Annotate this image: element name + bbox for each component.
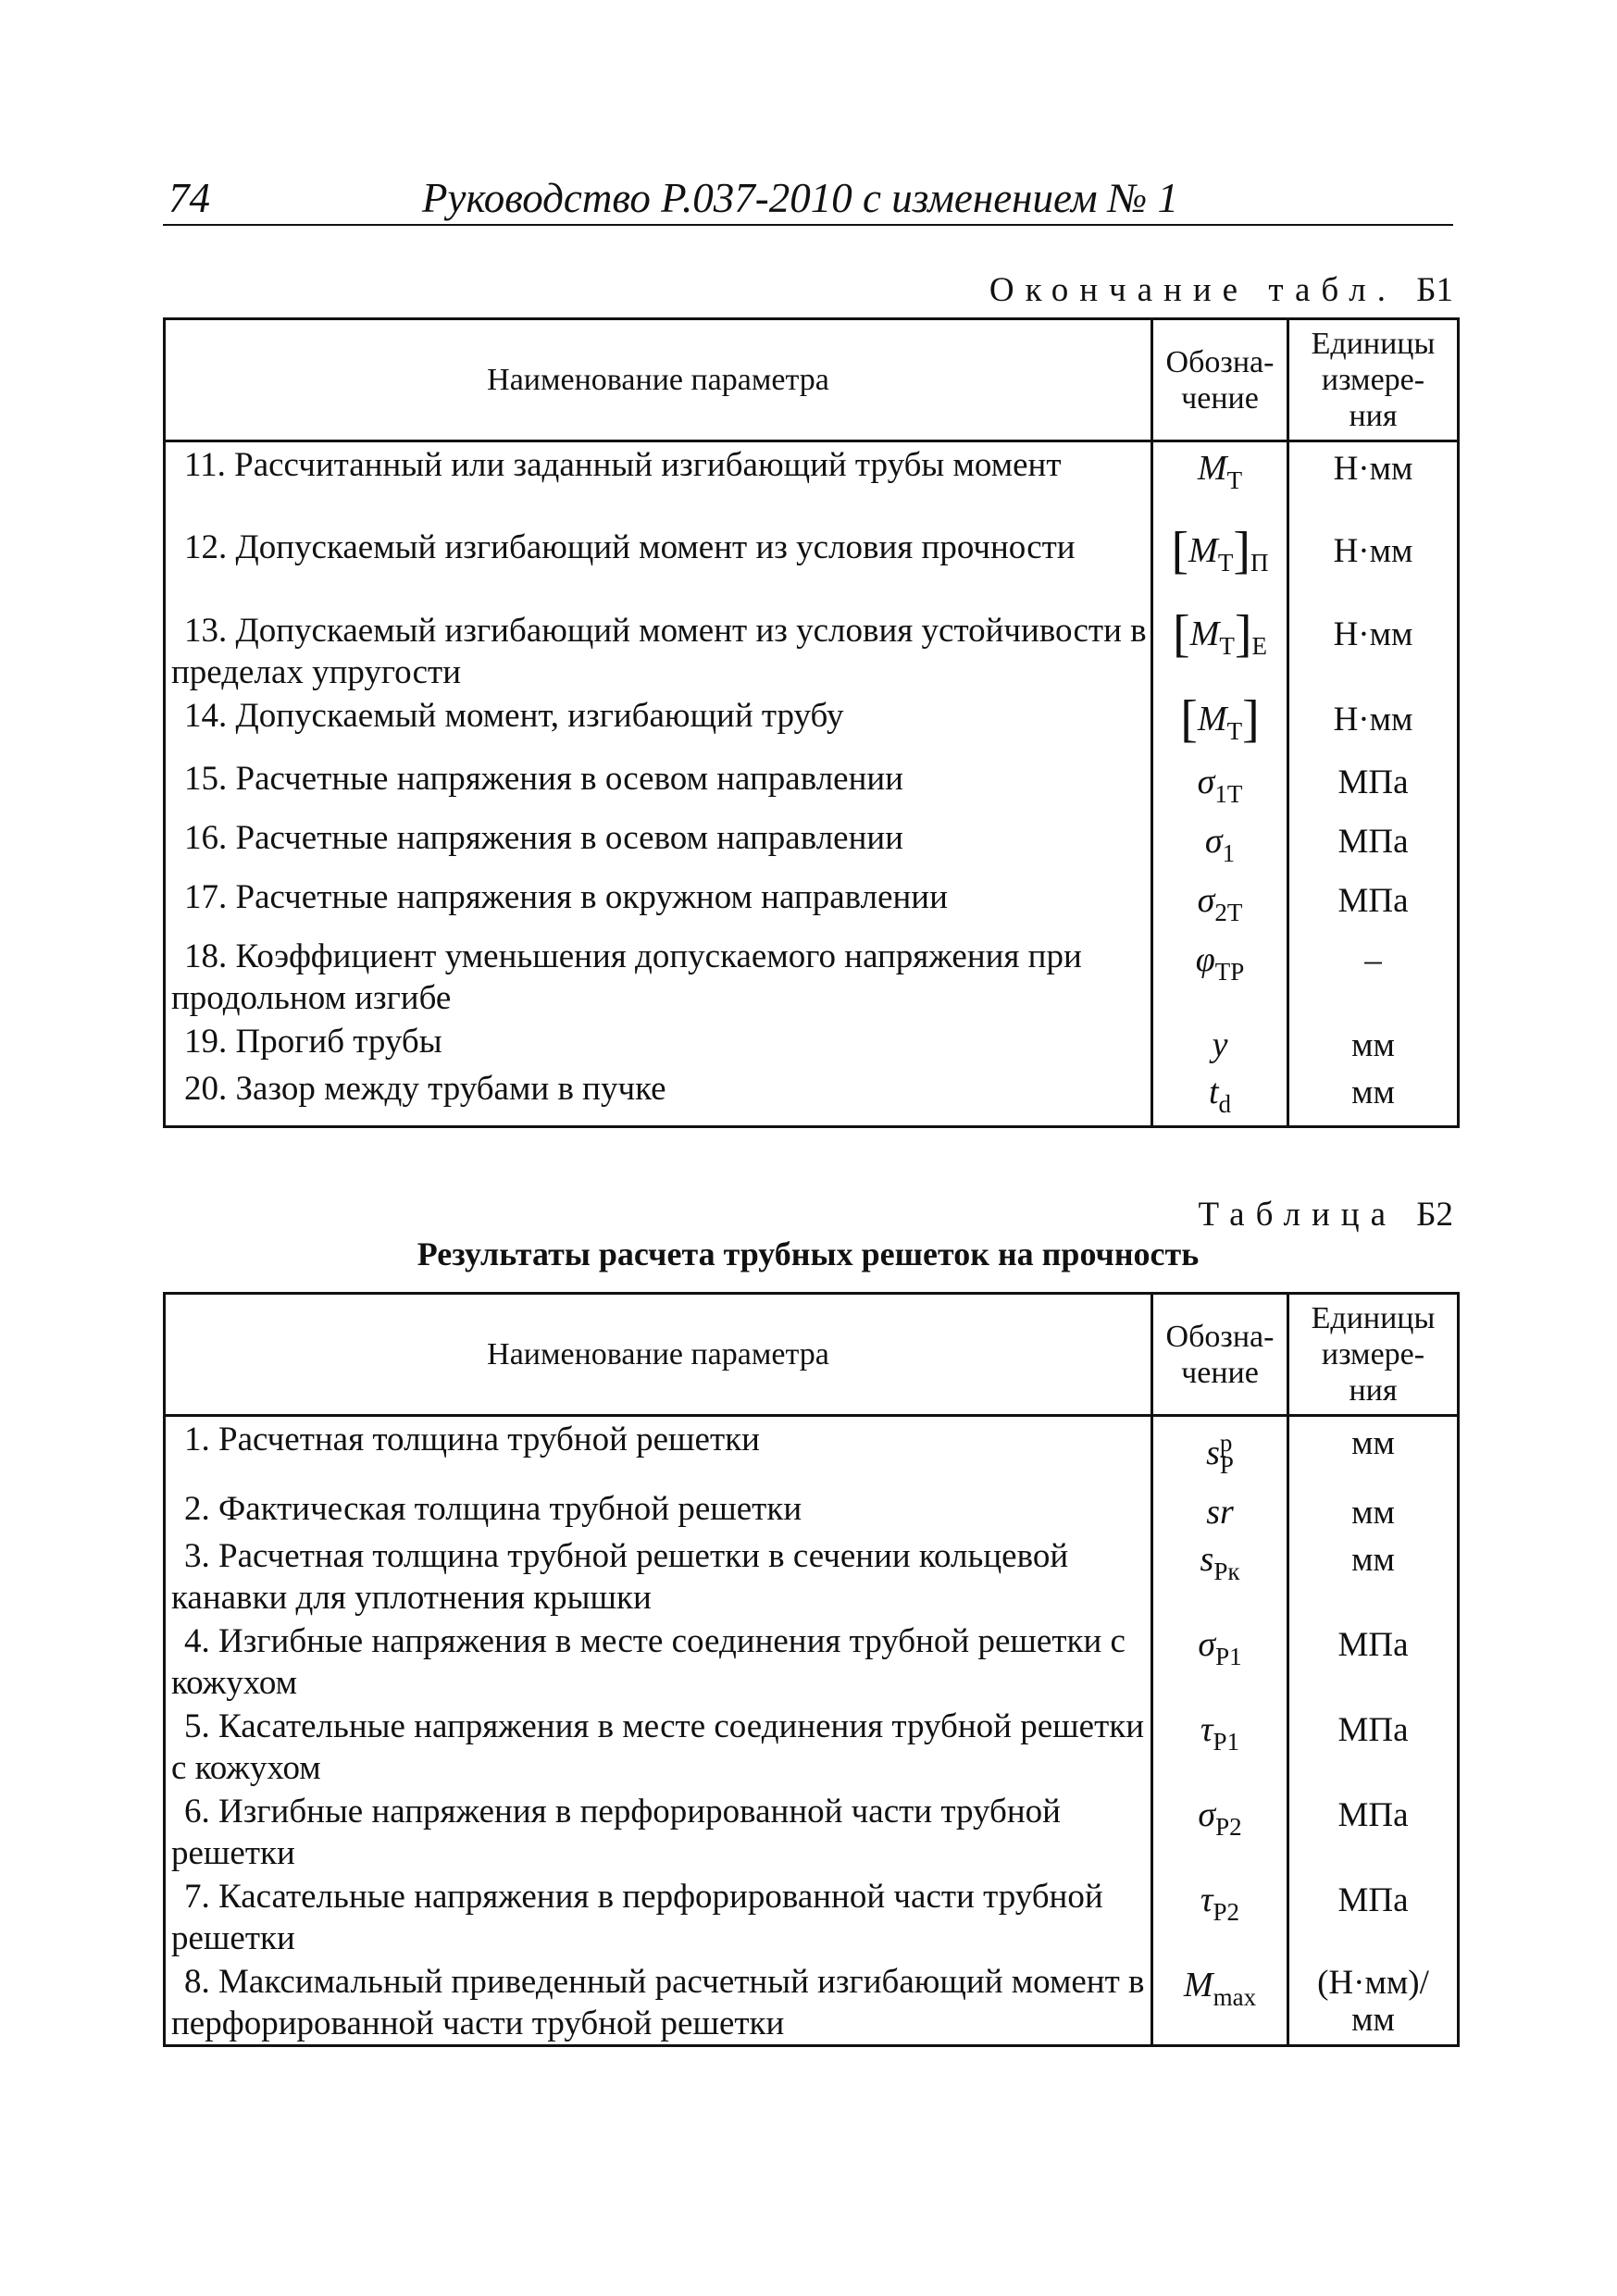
param-unit: МПа bbox=[1288, 1789, 1459, 1874]
symbol-letter: M bbox=[1188, 530, 1218, 570]
param-name: 13. Допускаемый изгибающий момент из условия устойчивости в пределах упругости bbox=[165, 608, 1152, 693]
param-name: 16. Расчетные напряжения в осевом направлении bbox=[165, 815, 1152, 875]
param-name: 5. Касательные напряжения в месте соединения трубной решетки с кожухом bbox=[165, 1704, 1152, 1789]
symbol-letter: φ bbox=[1195, 939, 1215, 979]
table-b2-title: Результаты расчета трубных решеток на прочность bbox=[417, 1235, 1200, 1272]
table-b2-caption-label: Таблица bbox=[1198, 1196, 1397, 1234]
symbol-letter: M bbox=[1197, 699, 1227, 738]
param-symbol bbox=[1152, 1066, 1288, 1127]
param-symbol bbox=[1152, 1789, 1288, 1874]
param-symbol bbox=[1152, 689, 1288, 756]
symbol-subscript: d bbox=[1218, 1089, 1232, 1118]
param-symbol bbox=[1152, 521, 1288, 608]
param-symbol bbox=[1152, 1533, 1288, 1619]
param-unit: Н·мм bbox=[1288, 693, 1459, 756]
bracket-subscript: П bbox=[1250, 548, 1269, 577]
table-b2-caption bbox=[1199, 1195, 1454, 1235]
param-name: 2. Фактическая толщина трубной решетки bbox=[165, 1486, 1152, 1533]
column-header-symbol-text: Обозна- чение bbox=[1165, 1319, 1275, 1390]
page-number: 74 bbox=[168, 175, 210, 221]
table-row bbox=[165, 1704, 1459, 1789]
table-b1-caption-label: Окончание табл. bbox=[989, 271, 1397, 309]
param-name: 7. Касательные напряжения в перфорированной части трубной решетки bbox=[165, 1874, 1152, 1959]
column-header-unit-text: Единицы измере- ния bbox=[1311, 1301, 1436, 1408]
symbol-letter: s bbox=[1206, 1433, 1220, 1472]
symbol-letter: σ bbox=[1198, 1625, 1216, 1664]
param-name: 15. Расчетные напряжения в осевом направлении bbox=[165, 756, 1152, 815]
table-row bbox=[165, 1486, 1459, 1533]
param-name: 8. Максимальный приведенный расчетный изгибающий момент в перфорированной части трубной решетки bbox=[165, 1959, 1152, 2046]
symbol-subscript: ТР bbox=[1214, 957, 1245, 986]
param-unit: МПа bbox=[1288, 756, 1459, 815]
param-unit: МПа bbox=[1288, 815, 1459, 875]
column-header-name: Наименование параметра bbox=[165, 319, 1152, 441]
open-bracket: [ bbox=[1180, 689, 1198, 748]
param-symbol bbox=[1152, 1704, 1288, 1789]
symbol-letter: M bbox=[1183, 1966, 1213, 2004]
symbol-letter: s bbox=[1200, 1540, 1214, 1579]
table-b2-header-row bbox=[165, 1294, 1459, 1416]
table-row bbox=[165, 441, 1459, 525]
param-unit: Н·мм bbox=[1288, 441, 1459, 525]
param-unit: Н·мм bbox=[1288, 608, 1459, 693]
symbol-subscript: Т bbox=[1226, 466, 1243, 494]
table-b1-caption bbox=[989, 270, 1453, 310]
param-name: 17. Расчетные напряжения в окружном направлении bbox=[165, 875, 1152, 934]
table-row bbox=[165, 756, 1459, 815]
bracket-subscript: Е bbox=[1251, 631, 1267, 660]
symbol-letter: t bbox=[1208, 1072, 1219, 1111]
param-unit: Н·мм bbox=[1288, 525, 1459, 608]
param-unit: мм bbox=[1288, 1066, 1459, 1127]
param-unit: МПа bbox=[1288, 1619, 1459, 1704]
param-symbol bbox=[1152, 441, 1288, 525]
param-symbol bbox=[1152, 1874, 1288, 1959]
table-row bbox=[165, 693, 1459, 756]
param-name: 20. Зазор между трубами в пучке bbox=[165, 1066, 1152, 1127]
param-symbol bbox=[1152, 1959, 1288, 2046]
param-unit: мм bbox=[1288, 1416, 1459, 1487]
param-symbol bbox=[1152, 604, 1288, 693]
close-bracket: ] bbox=[1234, 604, 1252, 663]
table-row bbox=[165, 1019, 1459, 1066]
symbol-subscript: Р2 bbox=[1213, 1898, 1240, 1926]
param-symbol bbox=[1152, 1019, 1288, 1066]
param-unit: мм bbox=[1288, 1486, 1459, 1533]
running-title: Руководство Р.037-2010 с изменением № 1 bbox=[422, 175, 1179, 221]
table-row bbox=[165, 1959, 1459, 2046]
symbol-letter: y bbox=[1212, 1024, 1228, 1064]
symbol-subscript: Рк bbox=[1213, 1558, 1240, 1585]
table-b2 bbox=[163, 1292, 1460, 2047]
column-header-symbol bbox=[1152, 319, 1288, 441]
param-unit: мм bbox=[1288, 1019, 1459, 1066]
symbol-letter: σ bbox=[1204, 821, 1223, 861]
open-bracket: [ bbox=[1171, 521, 1189, 579]
table-row bbox=[165, 1874, 1459, 1959]
symbol-letter: σ bbox=[1198, 1795, 1216, 1834]
param-name: 1. Расчетная толщина трубной решетки bbox=[165, 1416, 1152, 1487]
symbol-subscript: Р bbox=[1219, 1451, 1234, 1479]
symbol-subscript: max bbox=[1213, 1983, 1257, 2011]
symbol-subscript: Т bbox=[1219, 631, 1235, 660]
symbol-subscript: 1Т bbox=[1214, 779, 1243, 808]
param-unit: МПа bbox=[1288, 1704, 1459, 1789]
param-name: 4. Изгибные напряжения в месте соединения трубной решетки с кожухом bbox=[165, 1619, 1152, 1704]
table-row bbox=[165, 1066, 1459, 1127]
page-header bbox=[163, 165, 1453, 226]
param-name: 11. Рассчитанный или заданный изгибающий трубы момент bbox=[165, 441, 1152, 525]
param-name: 19. Прогиб трубы bbox=[165, 1019, 1152, 1066]
param-unit: (Н·мм)/ мм bbox=[1288, 1959, 1459, 2046]
param-name: 3. Расчетная толщина трубной решетки в сечении кольцевой канавки для уплотнения крышки bbox=[165, 1533, 1152, 1619]
param-name: 14. Допускаемый момент, изгибающий трубу bbox=[165, 693, 1152, 756]
param-unit: мм bbox=[1288, 1533, 1459, 1619]
table-row bbox=[165, 1416, 1459, 1487]
symbol-subscript: 2Т bbox=[1214, 898, 1243, 926]
table-row bbox=[165, 1619, 1459, 1704]
param-symbol: $sр_Р$ bbox=[1152, 1416, 1288, 1487]
column-header-name: Наименование параметра bbox=[165, 1294, 1152, 1416]
symbol-letter: M bbox=[1197, 449, 1227, 488]
symbol-subscript: Р1 bbox=[1213, 1728, 1240, 1756]
table-row bbox=[165, 608, 1459, 693]
table-row bbox=[165, 934, 1459, 1019]
table-row bbox=[165, 815, 1459, 875]
symbol-subscript: Р1 bbox=[1215, 1643, 1242, 1670]
symbol-letter: sr bbox=[1206, 1493, 1234, 1532]
symbol-letter: σ bbox=[1197, 880, 1215, 920]
symbol-letter: σ bbox=[1197, 762, 1215, 801]
param-unit: – bbox=[1288, 934, 1459, 1019]
column-header-symbol-text: Обозна- чение bbox=[1165, 344, 1275, 416]
param-symbol bbox=[1152, 1486, 1288, 1533]
symbol-subscript: Т bbox=[1226, 716, 1243, 745]
param-name: 6. Изгибные напряжения в перфорированной части трубной решетки bbox=[165, 1789, 1152, 1874]
param-symbol bbox=[1152, 815, 1288, 875]
param-symbol bbox=[1152, 1619, 1288, 1704]
table-b2-caption-number: Б2 bbox=[1416, 1196, 1453, 1234]
param-unit: МПа bbox=[1288, 1874, 1459, 1959]
table-b1-header-row bbox=[165, 319, 1459, 441]
symbol-letter: τ bbox=[1200, 1710, 1213, 1749]
param-symbol bbox=[1152, 934, 1288, 1019]
column-header-unit bbox=[1288, 1294, 1459, 1416]
symbol-subscript: Т bbox=[1217, 548, 1234, 577]
column-header-symbol bbox=[1152, 1294, 1288, 1416]
param-unit: МПа bbox=[1288, 875, 1459, 934]
table-b1 bbox=[163, 317, 1460, 1128]
symbol-letter: M bbox=[1189, 614, 1220, 653]
symbol-letter: τ bbox=[1200, 1880, 1213, 1919]
symbol-subscript: 1 bbox=[1222, 838, 1236, 867]
table-row bbox=[165, 1789, 1459, 1874]
table-row bbox=[165, 875, 1459, 934]
close-bracket: ] bbox=[1233, 521, 1250, 579]
param-name: 18. Коэффициент уменьшения допускаемого напряжения при продольном изгибе bbox=[165, 934, 1152, 1019]
param-symbol bbox=[1152, 875, 1288, 934]
table-row bbox=[165, 525, 1459, 608]
column-header-unit bbox=[1288, 319, 1459, 441]
param-name: 12. Допускаемый изгибающий момент из условия прочности bbox=[165, 525, 1152, 608]
table-b1-caption-number: Б1 bbox=[1416, 271, 1453, 309]
column-header-unit-text: Единицы измере- ния bbox=[1311, 327, 1436, 433]
symbol-subscript: Р2 bbox=[1215, 1813, 1242, 1841]
open-bracket: [ bbox=[1173, 604, 1190, 663]
table-row bbox=[165, 1533, 1459, 1619]
close-bracket: ] bbox=[1242, 689, 1260, 748]
param-symbol bbox=[1152, 756, 1288, 815]
